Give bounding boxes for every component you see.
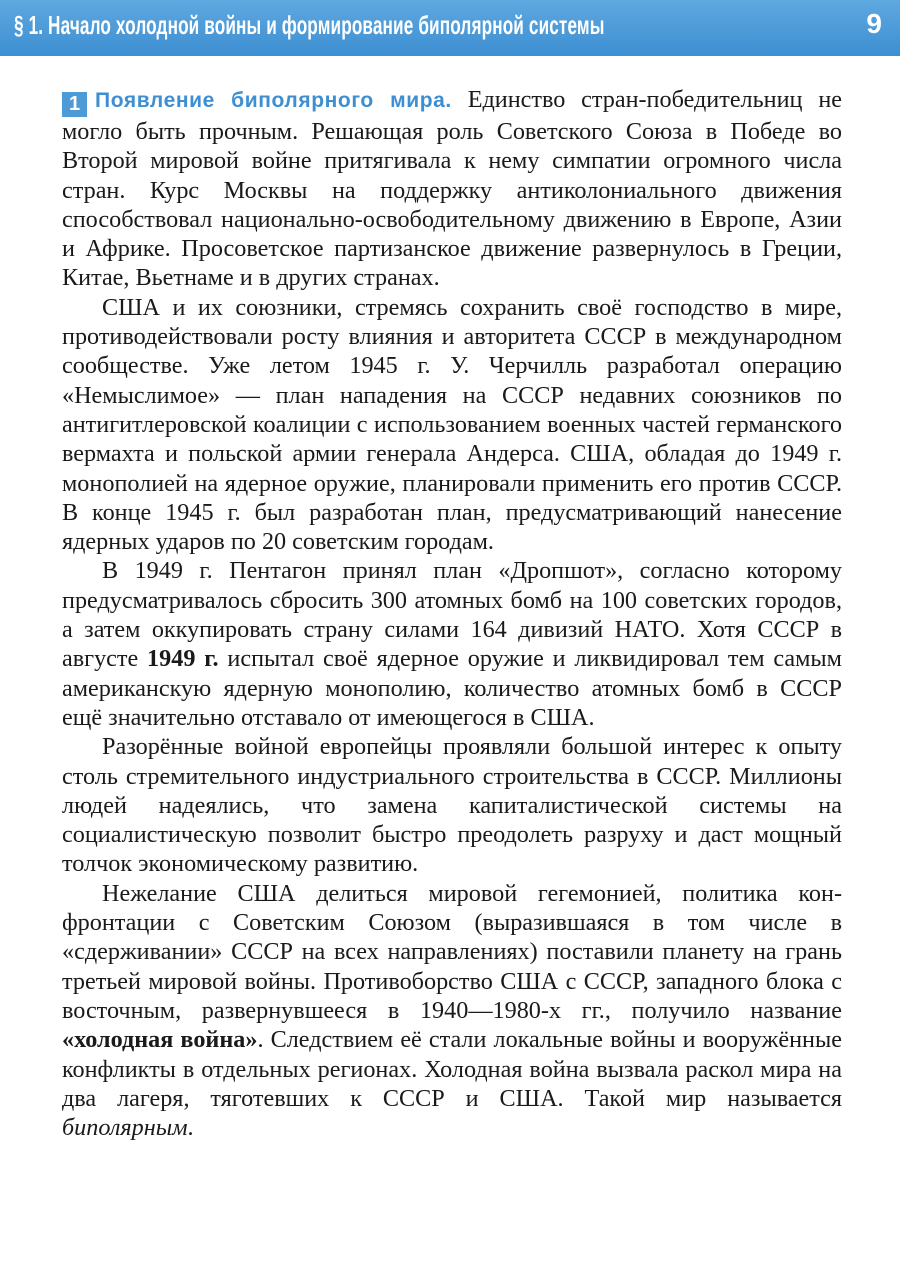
paragraph-5-text-b: . Следствием её стали локальные войны и вооружённые конфликты в отдельных регионах. Холодная война вызвала раскол мира на два лагеря, тяготевших к СССР и США. Такой мир называется xyxy=(62,1026,842,1112)
paragraph-1-text: Единство стран-победительниц не могло быть прочным. Решающая роль Советского Союза в Победе во Второй мировой войне притягивала к нему симпатии огромного числа стран. Курс Москвы на поддержку антиколониального движения способствовал национально-освободительному движению в Европе, Азии и Африке. Просоветское партизанское движение развернулось в Греции, Китае, Вьетнаме и в других странах. xyxy=(62,86,842,292)
paragraph-2: США и их союзники, стремясь сохранить своё господство в мире, противодействовали росту влияния и авторитета СССР в международном сообществе. Уже летом 1945 г. У. Черчилль разработал операцию «Немыслимое» — план нападения на СССР недавних союзников по антигитлеровской коалиции с использованием военных частей германского вермахта и польской армии генерала Андерса. США, обладая до 1949 г. монополией на ядерное оружие, планировали применить его против СССР. В конце 1945 г. был разработан план, предусматривающий нанесение ядерных ударов по 20 советским городам. xyxy=(62,293,842,556)
paragraph-5 xyxy=(62,879,842,1143)
section-heading: Появление биполярного мира. xyxy=(95,89,452,112)
bold-year: 1949 г. xyxy=(147,645,219,673)
paragraph-3 xyxy=(62,556,842,732)
bold-term-cold-war: «холодная война» xyxy=(62,1026,258,1054)
page-number: 9 xyxy=(866,8,882,39)
paragraph-5-end: . xyxy=(187,1114,194,1142)
section-number-badge: 1 xyxy=(62,92,87,117)
paragraph-4: Разорённые войной европейцы проявляли большой интерес к опыту столь стремительного индустриального строительства в СССР. Миллионы людей надеялись, что замена капиталистической системы на социалистическую позволит быстро преодолеть разруху и даст мощный толчок экономическому развитию. xyxy=(62,733,842,878)
page-body xyxy=(62,85,842,1142)
paragraph-3-text-b: испытал своё ядерное оружие и ликвидировал тем самым американскую ядерную монополию, количество атомных бомб в СССР ещё значительно отставало от имеющегося в США. xyxy=(62,645,842,731)
paragraph-5-text-a: Нежелание США делиться мировой гегемонией, политика конфронтации с Советским Союзом (выразившаяся в том числе в «сдерживании» СССР на всех направлениях) поставили планету на грань третьей мировой войны. Противоборство США с СССР, западного блока с восточным, развернувшееся в 1940—1980-х гг., получило название xyxy=(62,879,842,1024)
page-header xyxy=(0,0,900,56)
paragraph-3-text-a: В 1949 г. Пентагон принял план «Дропшот», согласно которому предусматривалось сбросить 300 атомных бомб на 100 советских городов, а затем оккупировать страну силами 164 дивизий НАТО. Хотя СССР в августе xyxy=(62,557,842,673)
paragraph-1 xyxy=(62,85,842,293)
chapter-title: § 1. Начало холодной войны и формирование биполярной системы xyxy=(14,10,605,40)
italic-term-bipolar: биполярным xyxy=(62,1114,188,1142)
